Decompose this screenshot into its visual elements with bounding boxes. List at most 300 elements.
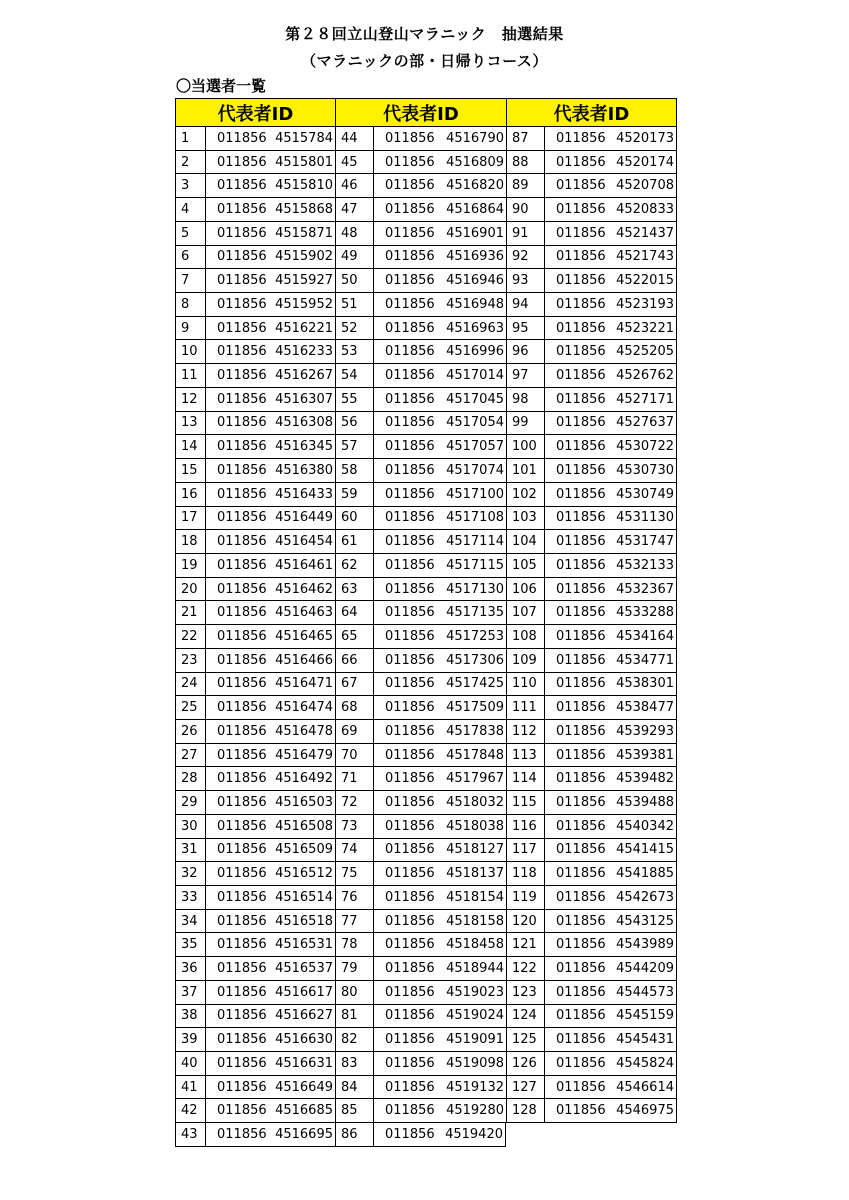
id-number: 4517130 xyxy=(446,581,504,597)
table-row xyxy=(335,1123,506,1147)
table-row xyxy=(335,744,506,768)
representative-id xyxy=(374,767,506,790)
table-row xyxy=(506,1005,677,1029)
row-number: 25 xyxy=(176,696,206,719)
table-row xyxy=(506,412,677,436)
section-label: 〇当選者一覧 xyxy=(176,77,267,95)
representative-id xyxy=(545,293,676,316)
representative-id xyxy=(374,673,506,696)
id-number: 4516380 xyxy=(275,462,333,478)
row-number: 57 xyxy=(336,435,374,458)
representative-id xyxy=(206,246,335,269)
id-number: 4516695 xyxy=(275,1127,333,1143)
row-number: 95 xyxy=(507,317,545,340)
representative-id xyxy=(374,388,506,411)
table-row xyxy=(506,767,677,791)
id-prefix: 011856 xyxy=(217,794,267,810)
representative-id xyxy=(545,459,676,482)
row-number: 109 xyxy=(507,649,545,672)
id-prefix: 011856 xyxy=(217,723,267,739)
id-prefix: 011856 xyxy=(385,676,435,692)
row-number: 101 xyxy=(507,459,545,482)
representative-id xyxy=(206,981,335,1004)
id-prefix: 011856 xyxy=(385,961,435,977)
id-prefix: 011856 xyxy=(556,866,606,882)
id-prefix: 011856 xyxy=(217,771,267,787)
id-number: 4516221 xyxy=(275,320,333,336)
row-number: 92 xyxy=(507,246,545,269)
id-number: 4519280 xyxy=(446,1103,504,1119)
row-number: 48 xyxy=(336,222,374,245)
id-number: 4517848 xyxy=(446,747,504,763)
row-number: 61 xyxy=(336,530,374,553)
id-prefix: 011856 xyxy=(385,1127,435,1143)
table-row xyxy=(506,1076,677,1100)
row-number: 3 xyxy=(176,174,206,197)
id-number: 4515868 xyxy=(275,202,333,218)
table-row xyxy=(506,601,677,625)
row-number: 78 xyxy=(336,933,374,956)
id-number: 4534164 xyxy=(616,628,674,644)
representative-id xyxy=(374,862,506,885)
table-row xyxy=(335,198,506,222)
row-number: 58 xyxy=(336,459,374,482)
table-row xyxy=(175,151,335,175)
representative-id xyxy=(206,839,335,862)
row-number: 68 xyxy=(336,696,374,719)
row-number: 69 xyxy=(336,720,374,743)
id-prefix: 011856 xyxy=(385,1079,435,1095)
table-row xyxy=(175,578,335,602)
representative-id xyxy=(206,720,335,743)
table-row xyxy=(506,269,677,293)
representative-id xyxy=(545,530,676,553)
row-number: 76 xyxy=(336,886,374,909)
id-prefix: 011856 xyxy=(385,984,435,1000)
id-prefix: 011856 xyxy=(217,130,267,146)
representative-id xyxy=(374,649,506,672)
id-number: 4516233 xyxy=(275,344,333,360)
id-prefix: 011856 xyxy=(385,249,435,265)
row-number: 77 xyxy=(336,910,374,933)
table-row xyxy=(175,1123,335,1147)
id-number: 4516509 xyxy=(275,842,333,858)
row-number: 49 xyxy=(336,246,374,269)
table-row xyxy=(175,435,335,459)
table-row xyxy=(335,578,506,602)
representative-id xyxy=(545,601,676,624)
table-row xyxy=(175,1099,335,1123)
id-number: 4521743 xyxy=(616,249,674,265)
id-number: 4517014 xyxy=(446,368,504,384)
representative-id xyxy=(206,933,335,956)
id-prefix: 011856 xyxy=(385,320,435,336)
row-number: 26 xyxy=(176,720,206,743)
table-row xyxy=(335,459,506,483)
id-prefix: 011856 xyxy=(556,1008,606,1024)
winners-column-2 xyxy=(335,98,506,1147)
id-prefix: 011856 xyxy=(385,391,435,407)
table-row xyxy=(506,222,677,246)
id-number: 4541415 xyxy=(616,842,674,858)
table-row xyxy=(175,601,335,625)
representative-id xyxy=(374,981,506,1004)
row-number: 80 xyxy=(336,981,374,1004)
representative-id xyxy=(545,507,676,530)
id-number: 4516685 xyxy=(275,1103,333,1119)
id-prefix: 011856 xyxy=(556,178,606,194)
table-row xyxy=(335,910,506,934)
id-number: 4546614 xyxy=(616,1079,674,1095)
row-number: 121 xyxy=(507,933,545,956)
table-row xyxy=(175,862,335,886)
id-prefix: 011856 xyxy=(217,249,267,265)
id-prefix: 011856 xyxy=(385,747,435,763)
id-prefix: 011856 xyxy=(217,866,267,882)
id-prefix: 011856 xyxy=(217,462,267,478)
id-number: 4519420 xyxy=(445,1127,503,1143)
row-number: 90 xyxy=(507,198,545,221)
id-prefix: 011856 xyxy=(217,842,267,858)
representative-id xyxy=(374,1005,506,1028)
id-prefix: 011856 xyxy=(556,723,606,739)
representative-id xyxy=(545,981,676,1004)
id-number: 4531747 xyxy=(616,534,674,550)
id-prefix: 011856 xyxy=(556,130,606,146)
id-prefix: 011856 xyxy=(217,510,267,526)
row-number: 6 xyxy=(176,246,206,269)
representative-id xyxy=(374,886,506,909)
representative-id xyxy=(545,649,676,672)
representative-id xyxy=(545,198,676,221)
table-row xyxy=(506,981,677,1005)
row-number: 111 xyxy=(507,696,545,719)
id-number: 4517838 xyxy=(446,723,504,739)
representative-id xyxy=(206,744,335,767)
row-number: 43 xyxy=(176,1123,206,1146)
representative-id xyxy=(545,483,676,506)
table-row xyxy=(506,388,677,412)
representative-id xyxy=(545,388,676,411)
table-row xyxy=(506,791,677,815)
row-number: 54 xyxy=(336,364,374,387)
representative-id xyxy=(206,910,335,933)
representative-id xyxy=(545,720,676,743)
table-row xyxy=(506,151,677,175)
table-row xyxy=(335,1052,506,1076)
id-number: 4516630 xyxy=(275,1032,333,1048)
row-number: 124 xyxy=(507,1005,545,1028)
representative-id xyxy=(374,957,506,980)
row-number: 107 xyxy=(507,601,545,624)
id-prefix: 011856 xyxy=(385,842,435,858)
id-number: 4516809 xyxy=(446,154,504,170)
id-number: 4545159 xyxy=(616,1008,674,1024)
representative-id xyxy=(206,459,335,482)
representative-id xyxy=(545,933,676,956)
table-row xyxy=(506,578,677,602)
id-number: 4540342 xyxy=(616,818,674,834)
row-number: 81 xyxy=(336,1005,374,1028)
id-prefix: 011856 xyxy=(385,723,435,739)
id-number: 4519091 xyxy=(446,1032,504,1048)
representative-id xyxy=(374,412,506,435)
table-row xyxy=(335,981,506,1005)
id-prefix: 011856 xyxy=(385,273,435,289)
table-row xyxy=(175,1052,335,1076)
id-prefix: 011856 xyxy=(556,368,606,384)
id-number: 4519098 xyxy=(446,1055,504,1071)
id-number: 4519023 xyxy=(446,984,504,1000)
representative-id xyxy=(206,269,335,292)
id-number: 4516503 xyxy=(275,794,333,810)
representative-id xyxy=(206,673,335,696)
row-number: 115 xyxy=(507,791,545,814)
representative-id xyxy=(374,459,506,482)
id-prefix: 011856 xyxy=(385,889,435,905)
id-number: 4525205 xyxy=(616,344,674,360)
table-row xyxy=(175,981,335,1005)
id-prefix: 011856 xyxy=(385,700,435,716)
row-number: 40 xyxy=(176,1052,206,1075)
representative-id xyxy=(545,957,676,980)
representative-id xyxy=(206,435,335,458)
representative-id xyxy=(545,1099,676,1122)
representative-id xyxy=(545,222,676,245)
id-number: 4516308 xyxy=(275,415,333,431)
representative-id xyxy=(374,198,506,221)
table-row xyxy=(335,1099,506,1123)
table-row xyxy=(175,886,335,910)
id-number: 4517057 xyxy=(446,439,504,455)
row-number: 39 xyxy=(176,1028,206,1051)
id-number: 4516531 xyxy=(275,937,333,953)
id-number: 4518458 xyxy=(446,937,504,953)
id-prefix: 011856 xyxy=(217,700,267,716)
representative-id xyxy=(206,198,335,221)
id-number: 4516790 xyxy=(446,130,504,146)
table-row xyxy=(335,696,506,720)
representative-id xyxy=(206,1076,335,1099)
representative-id xyxy=(206,791,335,814)
row-number: 63 xyxy=(336,578,374,601)
row-number: 30 xyxy=(176,815,206,838)
row-number: 72 xyxy=(336,791,374,814)
id-number: 4516461 xyxy=(275,557,333,573)
row-number: 100 xyxy=(507,435,545,458)
table-row xyxy=(175,744,335,768)
id-prefix: 011856 xyxy=(217,368,267,384)
row-number: 123 xyxy=(507,981,545,1004)
id-number: 4516478 xyxy=(275,723,333,739)
row-number: 86 xyxy=(336,1123,374,1146)
table-row xyxy=(175,839,335,863)
id-prefix: 011856 xyxy=(385,794,435,810)
representative-id xyxy=(206,767,335,790)
id-number: 4516492 xyxy=(275,771,333,787)
representative-id xyxy=(374,174,506,197)
table-row xyxy=(335,625,506,649)
id-prefix: 011856 xyxy=(556,439,606,455)
id-prefix: 011856 xyxy=(556,154,606,170)
table-row xyxy=(506,886,677,910)
table-row xyxy=(335,649,506,673)
id-number: 4517967 xyxy=(446,771,504,787)
id-prefix: 011856 xyxy=(556,1055,606,1071)
row-number: 106 xyxy=(507,578,545,601)
table-row xyxy=(335,1076,506,1100)
id-number: 4516512 xyxy=(275,866,333,882)
id-prefix: 011856 xyxy=(556,273,606,289)
table-row xyxy=(506,317,677,341)
table-row xyxy=(506,862,677,886)
row-number: 44 xyxy=(336,127,374,150)
representative-id xyxy=(545,1028,676,1051)
table-row xyxy=(506,1052,677,1076)
id-number: 4517045 xyxy=(446,391,504,407)
id-prefix: 011856 xyxy=(556,296,606,312)
row-number: 102 xyxy=(507,483,545,506)
row-number: 104 xyxy=(507,530,545,553)
page-subtitle: （マラニックの部・日帰りコース） xyxy=(301,52,548,70)
id-prefix: 011856 xyxy=(217,1127,267,1143)
row-number: 91 xyxy=(507,222,545,245)
row-number: 1 xyxy=(176,127,206,150)
id-prefix: 011856 xyxy=(556,391,606,407)
row-number: 73 xyxy=(336,815,374,838)
id-number: 4516307 xyxy=(275,391,333,407)
row-number: 64 xyxy=(336,601,374,624)
row-number: 34 xyxy=(176,910,206,933)
table-row xyxy=(335,933,506,957)
id-prefix: 011856 xyxy=(556,557,606,573)
table-row xyxy=(506,839,677,863)
representative-id xyxy=(545,767,676,790)
id-number: 4516901 xyxy=(446,225,504,241)
table-row xyxy=(175,459,335,483)
id-number: 4515902 xyxy=(275,249,333,265)
id-prefix: 011856 xyxy=(217,913,267,929)
row-number: 99 xyxy=(507,412,545,435)
table-row xyxy=(175,530,335,554)
row-number: 118 xyxy=(507,862,545,885)
representative-id xyxy=(545,174,676,197)
id-number: 4516864 xyxy=(446,202,504,218)
table-row xyxy=(335,388,506,412)
representative-id xyxy=(374,601,506,624)
id-number: 4515784 xyxy=(275,130,333,146)
representative-id xyxy=(374,364,506,387)
id-prefix: 011856 xyxy=(217,889,267,905)
id-prefix: 011856 xyxy=(217,557,267,573)
id-prefix: 011856 xyxy=(385,1103,435,1119)
id-prefix: 011856 xyxy=(385,486,435,502)
id-number: 4516466 xyxy=(275,652,333,668)
id-prefix: 011856 xyxy=(556,676,606,692)
representative-id xyxy=(545,1052,676,1075)
representative-id xyxy=(374,246,506,269)
id-prefix: 011856 xyxy=(217,486,267,502)
id-number: 4517135 xyxy=(446,605,504,621)
table-row xyxy=(175,483,335,507)
id-number: 4515810 xyxy=(275,178,333,194)
id-prefix: 011856 xyxy=(385,1032,435,1048)
table-row xyxy=(335,435,506,459)
table-row xyxy=(335,886,506,910)
id-number: 4517100 xyxy=(446,486,504,502)
id-prefix: 011856 xyxy=(556,700,606,716)
id-number: 4516948 xyxy=(446,296,504,312)
representative-id xyxy=(545,696,676,719)
id-number: 4516996 xyxy=(446,344,504,360)
table-row xyxy=(175,815,335,839)
table-row xyxy=(506,340,677,364)
representative-id xyxy=(206,554,335,577)
table-row xyxy=(335,364,506,388)
table-row xyxy=(506,246,677,270)
id-number: 4516631 xyxy=(275,1055,333,1071)
id-prefix: 011856 xyxy=(385,154,435,170)
table-row xyxy=(335,507,506,531)
table-row xyxy=(506,910,677,934)
id-prefix: 011856 xyxy=(217,178,267,194)
id-prefix: 011856 xyxy=(556,320,606,336)
id-prefix: 011856 xyxy=(556,225,606,241)
id-number: 4516267 xyxy=(275,368,333,384)
id-number: 4520174 xyxy=(616,154,674,170)
id-number: 4541885 xyxy=(616,866,674,882)
table-row xyxy=(335,767,506,791)
row-number: 87 xyxy=(507,127,545,150)
table-row xyxy=(335,1005,506,1029)
id-prefix: 011856 xyxy=(217,984,267,1000)
id-number: 4516946 xyxy=(446,273,504,289)
representative-id xyxy=(206,1052,335,1075)
id-number: 4517054 xyxy=(446,415,504,431)
id-prefix: 011856 xyxy=(556,605,606,621)
representative-id xyxy=(545,625,676,648)
table-row xyxy=(175,340,335,364)
table-row xyxy=(175,364,335,388)
id-prefix: 011856 xyxy=(556,1103,606,1119)
row-number: 117 xyxy=(507,839,545,862)
id-number: 4545431 xyxy=(616,1032,674,1048)
id-number: 4521437 xyxy=(616,225,674,241)
table-row xyxy=(335,151,506,175)
representative-id xyxy=(374,317,506,340)
id-prefix: 011856 xyxy=(556,794,606,810)
id-number: 4518154 xyxy=(446,889,504,905)
id-number: 4516479 xyxy=(275,747,333,763)
id-number: 4517509 xyxy=(446,700,504,716)
representative-id xyxy=(374,1123,505,1146)
row-number: 24 xyxy=(176,673,206,696)
table-row xyxy=(335,554,506,578)
table-row xyxy=(175,388,335,412)
id-number: 4516514 xyxy=(275,889,333,905)
representative-id xyxy=(545,1076,676,1099)
id-number: 4516433 xyxy=(275,486,333,502)
representative-id xyxy=(545,317,676,340)
id-prefix: 011856 xyxy=(556,984,606,1000)
id-prefix: 011856 xyxy=(217,225,267,241)
representative-id xyxy=(374,530,506,553)
row-number: 4 xyxy=(176,198,206,221)
id-number: 4523221 xyxy=(616,320,674,336)
row-number: 29 xyxy=(176,791,206,814)
row-number: 42 xyxy=(176,1099,206,1122)
row-number: 114 xyxy=(507,767,545,790)
